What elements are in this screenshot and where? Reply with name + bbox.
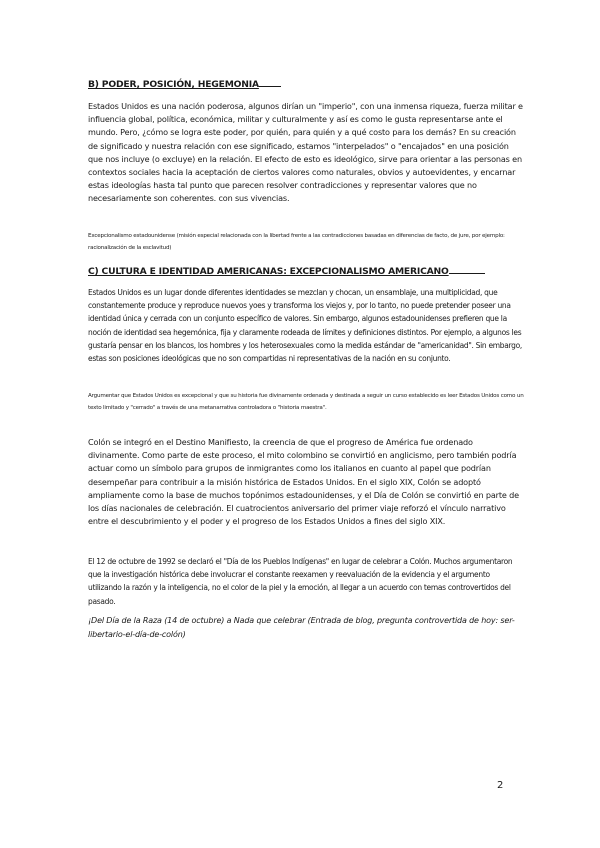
section-b-paragraph: Estados Unidos es una nación poderosa, algunos dirían un "imperio", con una inmensa riqueza, fuerza militar e influencia global, política, económica, militar y culturalmente y así es como le gusta representarse ante el mundo. Pero, ¿cómo se logra este poder, por quién, para quién y a qué costo para los demás? En su creación de significado y nuestra relación con ese significado, estamos "interpelados" o "encajados" en una posición que nos incluye (o excluye) en la relación. El efecto de esto es ideológico, sirve para orientar a las personas en contextos sociales hacia la aceptación de ciertos valores como naturales, obvios y autoevidentes, y encarnar estas ideologías hasta tal punto que parecen resolver contradicciones y representar valores que no necesariamente son coherentes. con sus vivencias. — [88, 101, 523, 204]
section-c-heading: C) CULTURA E IDENTIDAD AMERICANAS: EXCEPCIONALISMO AMERICANO — [88, 264, 485, 277]
section-b-heading: B) PODER, POSICIÓN, HEGEMONIA — [88, 77, 281, 90]
section-c-paragraph-3: El 12 de octubre de 1992 se declaró el "Día de los Pueblos Indígenas" en lugar de celebrar a Colón. Muchos argumentaron que la investigación histórica debe involucrar el constante reexamen y reevaluación de la evidencia y el argumento utilizando la razón y la inteligencia, no el color de la piel y la emoción, al llegar a un acuerdo con temas controvertidos del pasado. — [88, 557, 513, 606]
page-number: 2 — [497, 780, 504, 791]
section-c-paragraph-2: Colón se integró en el Destino Manifiesto, la creencia de que el progreso de América fue ordenado divinamente. Como parte de este proceso, el mito colombino se convirtió en anglicismo, pero también podría actuar como un símbolo para grupos de inmigrantes como los italianos en cuanto al papel que podrían desempeñar para contribuir a la misión histórica de Estados Unidos. En el siglo XIX, Colón se adoptó ampliamente como la base de muchos topónimos estadounidenses, y el Día de Colón se convirtió en parte de los días nacionales de celebración. El cuatrocientos aniversario del primer viaje reforzó el vínculo narrativo entre el descubrimiento y el poder y el progreso de los Estados Unidos a fines del siglo XIX. — [88, 437, 519, 527]
section-c-note: Argumentar que Estados Unidos es excepcional y que su historia fue divinamente ordenada y destinada a seguir un curso establecido es leer Estados Unidos como un texto limitado y "cerrado" a través de una metanarrativa controladora o "historia maestra". — [88, 393, 524, 411]
section-c-paragraph-1: Estados Unidos es un lugar donde diferentes identidades se mezclan y chocan, un ensamblaje, una multiplicidad, que constantemente produce y reproduce nuevos yoes y transforma los viejos y, por lo tanto, no puede pretender poseer una identidad única y cerrada con un conjunto específico de valores. Sin embargo, algunos estadounidenses prefieren que la noción de identidad sea hegemónica, fija y claramente rodeada de límites y definiciones distintos. Por ejemplo, a algunos les gustaría pensar en los blancos, los hombres y los heterosexuales como la medida estándar de "americanidad". Sin embargo, estas son posiciones ideológicas que no son compartidas ni representativas de la nación en su conjunto. — [88, 288, 523, 364]
blog-citation: ¡Del Día de la Raza (14 de octubre) a Nada que celebrar (Entrada de blog, pregunta controvertida de hoy: ser-libertario-el-día-de-colón) — [88, 616, 515, 639]
section-b-note: Excepcionalismo estadounidense (misión especial relacionada con la libertad frente a las contradicciones basadas en diferencias de facto, de jure, por ejemplo: racionalización de la esclavitud) — [88, 233, 505, 251]
